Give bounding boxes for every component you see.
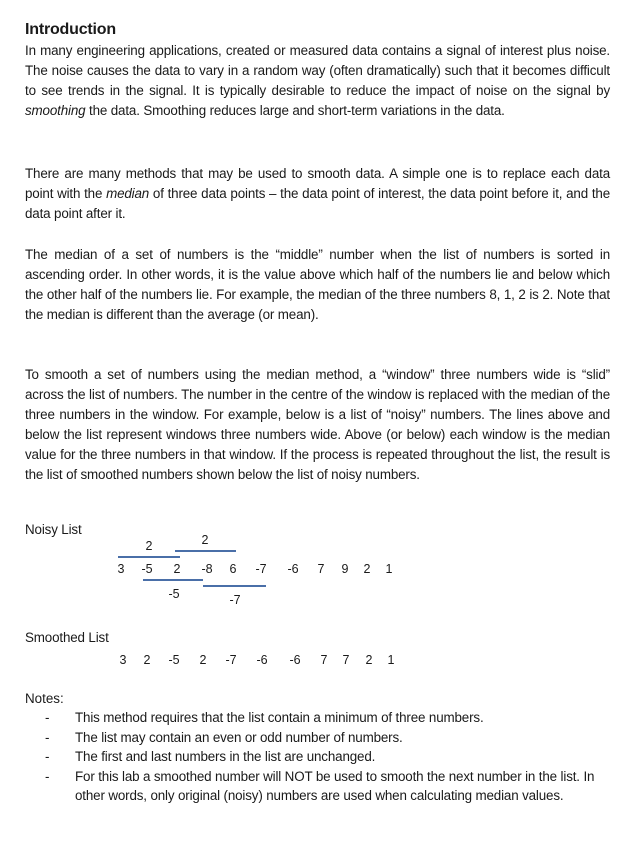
- noisy-list-item: 1: [385, 562, 393, 576]
- smoothed-list-item: 7: [320, 653, 328, 667]
- paragraph-methods-text-a: There are many methods that may be used to smooth data. A simple one is to replace each data point with the: [25, 166, 610, 201]
- note-text: The first and last numbers in the list are unchanged.: [75, 749, 376, 764]
- window-bar-above: [118, 556, 180, 558]
- paragraph-intro-emphasis: smoothing: [25, 103, 86, 118]
- smoothed-list-label: Smoothed List: [25, 630, 109, 645]
- bullet-dash: -: [45, 710, 50, 725]
- smoothed-list-item: 1: [387, 653, 395, 667]
- median-above-value: 2: [201, 533, 209, 547]
- list-item: [40, 708, 615, 728]
- noisy-list-item: 9: [341, 562, 349, 576]
- noisy-list-item: -7: [255, 562, 267, 576]
- notes-heading: Notes:: [25, 691, 64, 706]
- window-bar-below: [143, 579, 203, 581]
- noisy-list-item: 6: [229, 562, 237, 576]
- paragraph-median-definition: The median of a set of numbers is the “middle” number when the list of numbers is sorted in ascending order. In other words, it is the value above which half of the numbers lie and below which the other half of the numbers lie. For example, the median of the three numbers 8, 1, 2 is 2. Note that the median is different than the average (or mean).: [25, 247, 610, 322]
- list-item: [40, 728, 615, 748]
- median-below-value: -5: [168, 587, 180, 601]
- section-heading: Introduction: [25, 21, 116, 38]
- bullet-dash: -: [45, 729, 50, 745]
- noisy-list-item: -8: [201, 562, 213, 576]
- noisy-list-item: 7: [317, 562, 325, 576]
- smoothed-list-item: 2: [365, 653, 373, 667]
- bullet-dash: -: [45, 749, 50, 764]
- smoothed-list-item: -5: [168, 653, 180, 667]
- smoothed-list-item: -6: [289, 653, 301, 667]
- median-above-value: 2: [145, 539, 153, 553]
- note-text: For this lab a smoothed number will NOT be used to smooth the next number in the list. In other words, only original (noisy) numbers are used when calculating median values.: [75, 768, 595, 803]
- paragraph-intro-text-a: In many engineering applications, created or measured data contains a signal of interest plus noise. The noise causes the data to vary in a random way (often dramatically) such that it becomes difficult to see trends in the signal. It is typically desirable to reduce the impact of noise on the signal by: [25, 43, 610, 98]
- window-bar-below: [203, 585, 266, 587]
- note-text: The list may contain an even or odd number of numbers.: [75, 729, 403, 745]
- list-item: [40, 747, 615, 767]
- paragraph-methods-text-b: of three data points – the data point of interest, the data point before it, and the data point after it.: [25, 186, 610, 221]
- smoothed-list-item: 2: [199, 653, 207, 667]
- window-bar-above: [175, 550, 236, 552]
- smoothed-list-item: -7: [225, 653, 237, 667]
- noisy-list-label: Noisy List: [25, 522, 82, 537]
- paragraph-intro: [25, 41, 610, 121]
- smoothed-list-item: -6: [256, 653, 268, 667]
- smoothed-list-item: 2: [143, 653, 151, 667]
- paragraph-methods-emphasis: median: [106, 186, 150, 201]
- notes-list: [40, 708, 615, 806]
- noisy-list-item: -5: [141, 562, 153, 576]
- noisy-list-item: 3: [117, 562, 125, 576]
- note-text: This method requires that the list contain a minimum of three numbers.: [75, 710, 484, 725]
- smoothed-list-item: 3: [119, 653, 127, 667]
- noisy-list-item: 2: [363, 562, 371, 576]
- bullet-dash: -: [45, 768, 50, 784]
- paragraph-intro-text-b: the data. Smoothing reduces large and short-term variations in the data.: [85, 103, 505, 118]
- paragraph-window-method: To smooth a set of numbers using the median method, a “window” three numbers wide is “slid” across the list of numbers. The number in the centre of the window is replaced with the median of the three numbers in the window. For example, below is a list of “noisy” numbers. The lines above and below the list represent windows three numbers wide. Above (or below) each window is the median value for the three numbers in that window. If the process is repeated throughout the list, the result is the list of smoothed numbers shown below the list of noisy numbers.: [25, 367, 610, 482]
- list-item: [40, 767, 615, 806]
- noisy-list-item: -6: [287, 562, 299, 576]
- noisy-list-item: 2: [173, 562, 181, 576]
- smoothed-list-item: 7: [342, 653, 350, 667]
- paragraph-methods: [25, 164, 610, 224]
- median-below-value: -7: [229, 593, 241, 607]
